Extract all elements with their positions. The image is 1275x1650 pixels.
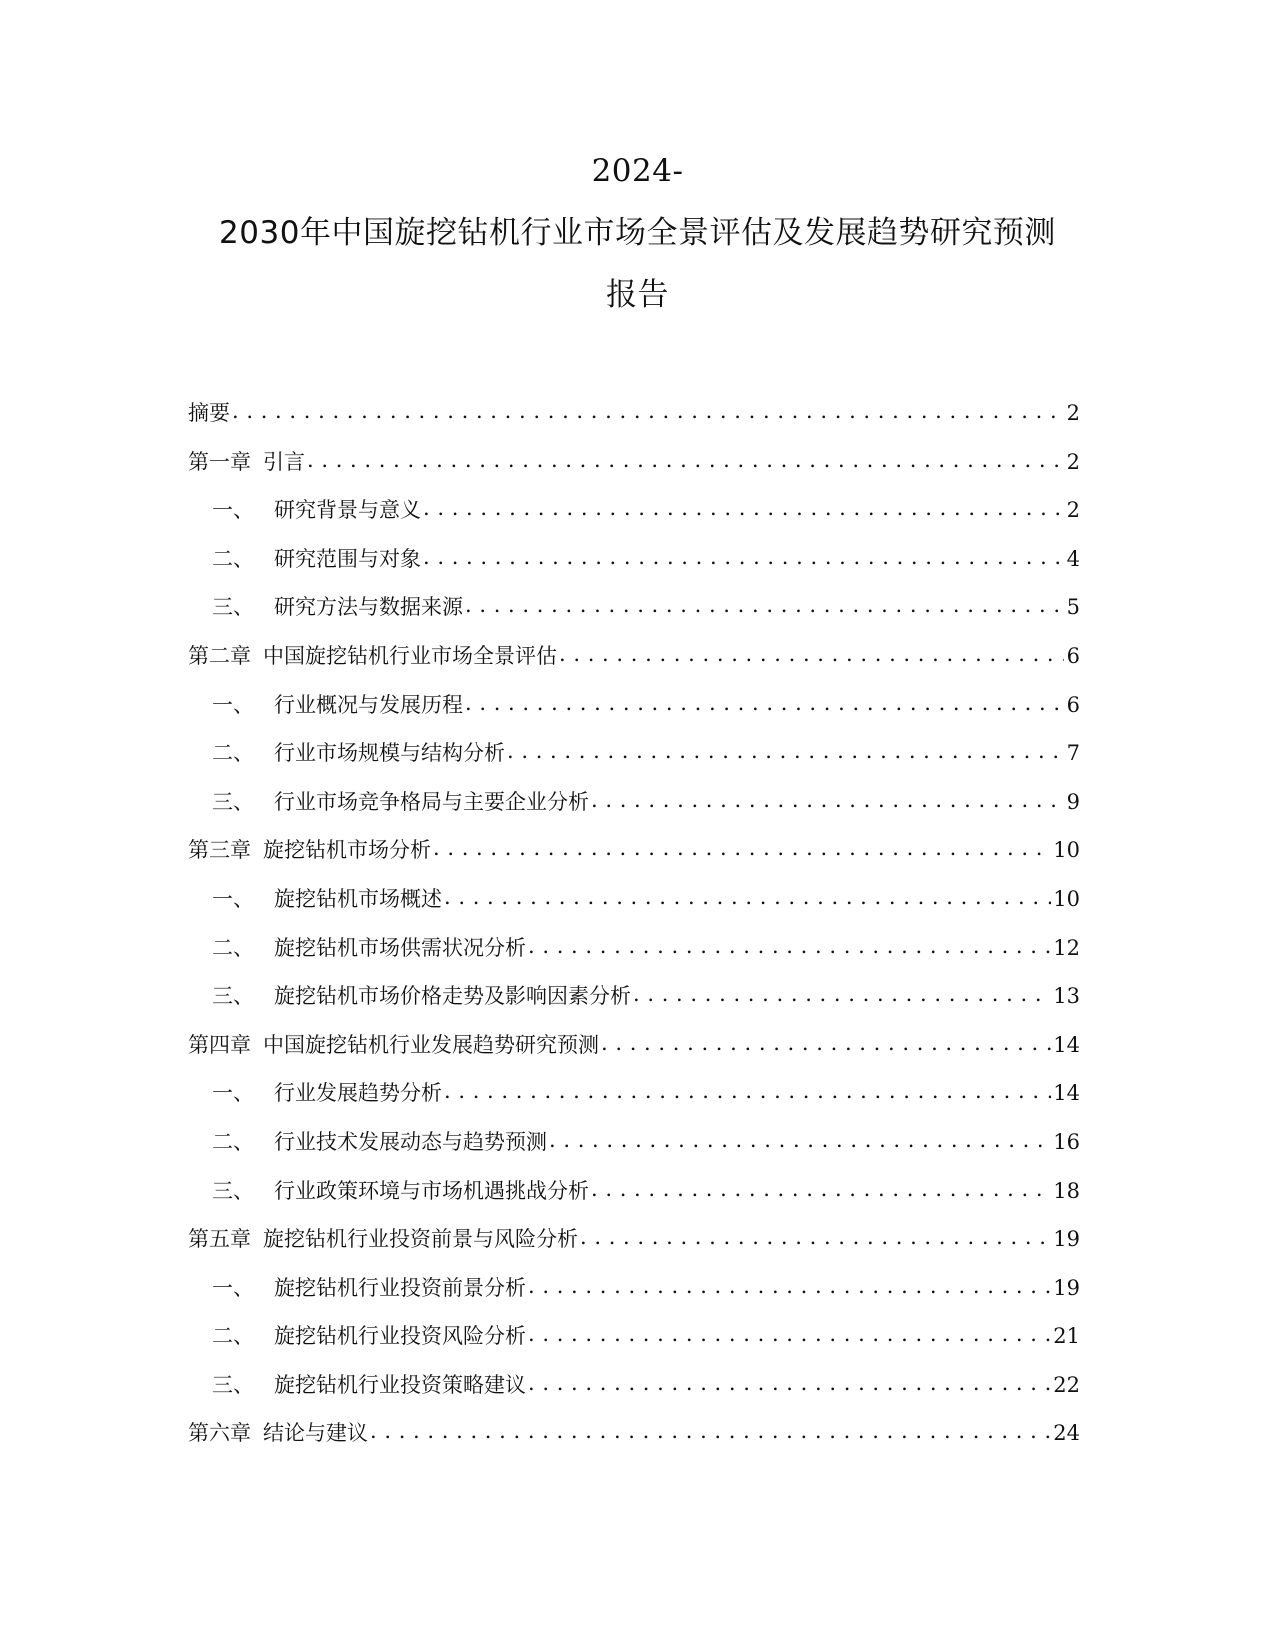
toc-entry-number: 三、 [212,789,254,814]
toc-page-number: 2 [1066,401,1080,425]
toc-page-number: 12 [1053,935,1080,960]
toc-dot-leader [370,1418,1051,1444]
toc-entry-label: 旋挖钻机市场分析 [263,838,431,863]
toc-page-number: 4 [1066,546,1080,571]
toc-entry-section[interactable] [188,1323,1080,1372]
toc-entry-label: 旋挖钻机市场供需状况分析 [274,935,526,960]
toc-entry-number: 二、 [212,546,254,571]
toc-page-number: 10 [1053,886,1080,911]
toc-entry-title [212,594,463,620]
toc-entry-chapter[interactable] [188,837,1080,886]
toc-entry-section[interactable] [188,1178,1080,1227]
toc-entry-section[interactable] [188,546,1080,595]
toc-dot-leader [507,738,1064,764]
toc-entry-label: 行业概况与发展历程 [274,692,463,717]
toc-dot-leader [423,544,1064,570]
toc-entry-section[interactable] [188,497,1080,546]
toc-entry-title [212,1323,526,1349]
toc-page-number: 2 [1066,498,1080,523]
toc-page-number: 10 [1053,838,1080,863]
toc-entry-number: 第五章 [188,1227,251,1252]
toc-page-number: 22 [1053,1372,1080,1397]
toc-page-number: 14 [1053,1081,1080,1106]
toc-entry-chapter[interactable] [188,1420,1080,1469]
toc-entry-number: 一、 [212,1081,254,1106]
toc-entry-section[interactable] [188,1275,1080,1324]
toc-entry-number: 二、 [212,935,254,960]
toc-entry-label: 旋挖钻机行业投资前景分析 [274,1275,526,1300]
toc-entry-title [212,789,589,815]
toc-dot-leader [591,1176,1051,1202]
toc-entry-title [212,1129,547,1155]
table-of-contents [188,400,1080,1469]
toc-entry-label: 摘要 [188,401,230,425]
toc-entry-label: 研究方法与数据来源 [274,595,463,620]
toc-dot-leader [580,1224,1051,1250]
toc-entry-label: 引言 [263,449,305,474]
toc-dot-leader [444,884,1051,910]
toc-dot-leader [528,933,1051,959]
toc-entry-chapter[interactable] [188,1226,1080,1275]
toc-entry-chapter[interactable] [188,643,1080,692]
toc-page-number: 19 [1053,1227,1080,1252]
toc-entry-section[interactable] [188,789,1080,838]
toc-entry-title [188,1032,599,1058]
toc-dot-leader [601,1030,1051,1056]
toc-dot-leader [633,981,1051,1007]
toc-entry-chapter[interactable] [188,400,1080,449]
toc-entry-title [212,1372,526,1398]
toc-entry-number: 一、 [212,498,254,523]
toc-entry-title [212,740,505,766]
toc-entry-number: 三、 [212,984,254,1009]
toc-entry-section[interactable] [188,740,1080,789]
toc-dot-leader [549,1127,1051,1153]
toc-entry-label: 结论与建议 [263,1421,368,1446]
toc-entry-chapter[interactable] [188,449,1080,498]
toc-page-number: 7 [1066,741,1080,766]
toc-entry-label: 中国旋挖钻机行业发展趋势研究预测 [263,1032,599,1057]
toc-entry-title [212,497,421,523]
toc-entry-section[interactable] [188,594,1080,643]
toc-entry-number: 第六章 [188,1421,251,1446]
toc-entry-title [188,643,557,669]
toc-entry-section[interactable] [188,886,1080,935]
toc-entry-title [188,1420,368,1446]
toc-entry-number: 第三章 [188,838,251,863]
toc-entry-number: 三、 [212,595,254,620]
toc-entry-label: 行业市场规模与结构分析 [274,741,505,766]
toc-dot-leader [232,398,1064,424]
toc-entry-title [212,935,526,961]
toc-entry-section[interactable] [188,1372,1080,1421]
toc-dot-leader [307,447,1064,473]
toc-entry-number: 一、 [212,692,254,717]
toc-dot-leader [465,592,1064,618]
toc-page-number: 14 [1053,1032,1080,1057]
toc-entry-title [212,1178,589,1204]
toc-entry-label: 中国旋挖钻机行业市场全景评估 [263,643,557,668]
toc-entry-number: 二、 [212,1324,254,1349]
toc-entry-title [212,983,631,1009]
title-line-2: 2030年中国旋挖钻机行业市场全景评估及发展趋势研究预测 [219,215,1056,251]
toc-entry-label: 行业技术发展动态与趋势预测 [274,1129,547,1154]
toc-dot-leader [591,787,1064,813]
toc-entry-number: 二、 [212,1129,254,1154]
toc-entry-title [188,837,431,863]
toc-entry-number: 第一章 [188,449,251,474]
toc-entry-chapter[interactable] [188,1032,1080,1081]
toc-page-number: 16 [1053,1129,1080,1154]
toc-entry-title [212,1080,442,1106]
toc-page-number: 2 [1066,449,1080,474]
toc-page-number: 18 [1053,1178,1080,1203]
toc-page-number: 9 [1066,789,1080,814]
toc-dot-leader [528,1370,1051,1396]
toc-entry-number: 二、 [212,741,254,766]
toc-page-number: 24 [1053,1421,1080,1446]
toc-entry-label: 旋挖钻机行业投资前景与风险分析 [263,1227,578,1252]
toc-dot-leader [444,1078,1051,1104]
toc-entry-label: 研究背景与意义 [274,498,421,523]
toc-entry-label: 旋挖钻机行业投资风险分析 [274,1324,526,1349]
toc-entry-section[interactable] [188,692,1080,741]
toc-entry-section[interactable] [188,1129,1080,1178]
toc-entry-title [188,449,305,475]
toc-page-number: 5 [1066,595,1080,620]
toc-page-number: 13 [1053,984,1080,1009]
toc-entry-label: 行业发展趋势分析 [274,1081,442,1106]
toc-entry-number: 三、 [212,1372,254,1397]
toc-entry-section[interactable] [188,1080,1080,1129]
toc-entry-number: 一、 [212,1275,254,1300]
toc-entry-number: 一、 [212,886,254,911]
title-line-1: 2024- [591,153,684,189]
toc-entry-label: 旋挖钻机市场概述 [274,886,442,911]
toc-dot-leader [423,495,1064,521]
toc-dot-leader [465,690,1064,716]
toc-entry-section[interactable] [188,935,1080,984]
toc-entry-label: 行业政策环境与市场机遇挑战分析 [274,1178,589,1203]
toc-entry-title [212,692,463,718]
toc-entry-title [188,1226,578,1252]
toc-entry-label: 旋挖钻机行业投资策略建议 [274,1372,526,1397]
toc-entry-title [188,400,230,426]
toc-page-number: 21 [1053,1324,1080,1349]
toc-page-number: 19 [1053,1275,1080,1300]
toc-entry-number: 三、 [212,1178,254,1203]
document-title [0,140,1275,326]
toc-entry-label: 行业市场竞争格局与主要企业分析 [274,789,589,814]
toc-entry-label: 旋挖钻机市场价格走势及影响因素分析 [274,984,631,1009]
title-line-3: 报告 [606,277,669,313]
toc-page-number: 6 [1066,643,1080,668]
toc-entry-number: 第四章 [188,1032,251,1057]
toc-dot-leader [528,1321,1051,1347]
toc-dot-leader [559,641,1064,667]
toc-entry-title [212,546,421,572]
toc-page-number: 6 [1066,692,1080,717]
toc-dot-leader [433,835,1051,861]
toc-entry-number: 第二章 [188,643,251,668]
toc-dot-leader [528,1273,1051,1299]
toc-entry-section[interactable] [188,983,1080,1032]
toc-entry-title [212,1275,526,1301]
toc-entry-title [212,886,442,912]
toc-entry-label: 研究范围与对象 [274,546,421,571]
